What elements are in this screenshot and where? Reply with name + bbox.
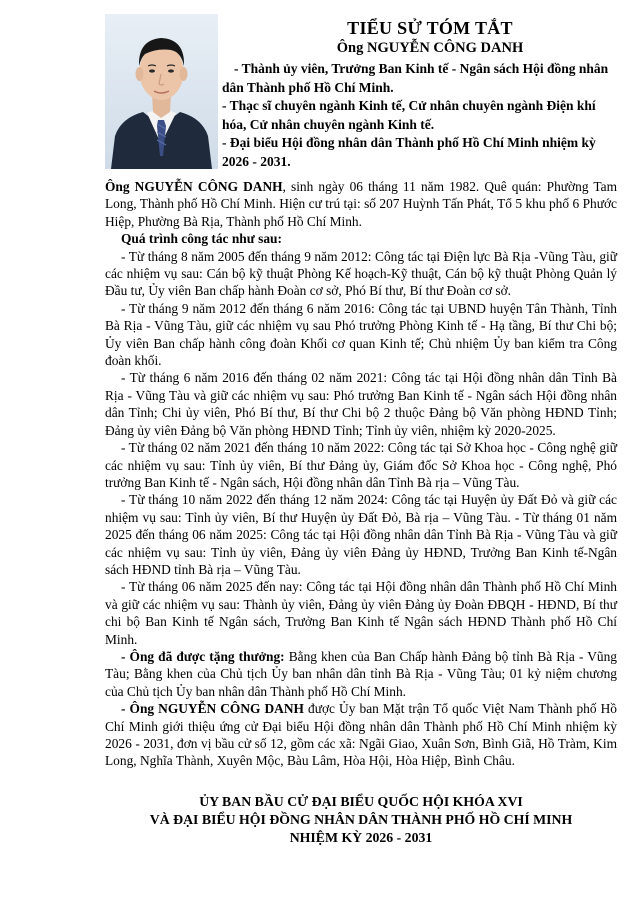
career-item: - Từ tháng 8 năm 2005 đến tháng 9 năm 2012: Công tác tại Điện lực Bà Rịa -Vũng Tàu, giữ các nhiệm vụ sau: Cán bộ kỹ thuật Phòng Kế hoạch-Kỹ thuật, Cán bộ kỹ thuật Phòng Quản lý Đầu tư, Ủy viên Ban chấp hành Đoàn cơ sở, Phó Bí thư, Bí thư Đoàn cơ sở.	[105, 248, 617, 299]
intro-text: , sinh ngày 06 tháng 11 năm 1982. Quê quán: Phường Tam Long, Thành phố Hồ Chí Minh. Hiện cư trú tại: số 207 Huỳnh Tấn Phát, Tổ 5 khu phố 6 Phước Hiệp, Phường Bà Rịa, Thành phố Hồ Chí Minh.	[105, 179, 617, 229]
nomination-text: được Ủy ban Mặt trận Tổ quốc Việt Nam Thành phố Hồ Chí Minh giới thiệu ứng cử Đại biểu Hội đồng nhân dân Thành phố Hồ Chí Minh nhiệm kỳ 2026 - 2031, đơn vị bầu cử số 12, gồm các xã: Ngãi Giao, Xuân Sơn, Bình Giã, Hồ Tràm, Kim Long, Nghĩa Thành, Xuyên Mộc, Bàu Lâm, Hòa Hội, Hòa Hiệp, Bình Châu.	[105, 701, 617, 769]
role-item: - Thạc sĩ chuyên ngành Kinh tế, Cử nhân chuyên ngành Điện khí hóa, Cử nhân chuyên ngành Kinh tế.	[222, 98, 596, 132]
committee-line: VÀ ĐẠI BIỂU HỘI ĐỒNG NHÂN DÂN THÀNH PHỐ HỒ CHÍ MINH	[149, 812, 573, 827]
career-item: - Từ tháng 6 năm 2016 đến tháng 02 năm 2021: Công tác tại Hội đồng nhân dân Tỉnh Bà Rịa - Vũng Tàu và giữ các nhiệm vụ sau: Phó trưởng Ban Kinh tế - Ngân sách Hội đồng nhân dân Tỉnh; Chi ủy viên, Phó Bí thư, Bí thư Chi bộ 2 thuộc Đảng bộ Văn phòng HĐND Tỉnh; Đảng ủy viên Đảng bộ Văn phòng HĐND Tỉnh; Tỉnh ủy viên, nhiệm kỳ 2020-2025.	[105, 370, 617, 438]
role-item: - Đại biểu Hội đồng nhân dân Thành phố Hồ Chí Minh nhiệm kỳ 2026 - 2031.	[222, 135, 596, 169]
career-heading: Quá trình công tác như sau:	[121, 231, 282, 247]
committee-line: ỦY BAN BẦU CỬ ĐẠI BIỂU QUỐC HỘI KHÓA XVI	[199, 794, 523, 809]
career-item: - Từ tháng 9 năm 2012 đến tháng 6 năm 2016: Công tác tại UBND huyện Tân Thành, Tỉnh Bà Rịa - Vũng Tàu, giữ các nhiệm vụ sau Phó trưởng Phòng Kinh tế - Hạ tầng, Bí thư Chi bộ; Ủy viên Ban chấp hành công đoàn Khối cơ quan Kinh tế; Chủ nhiệm Ủy ban kiểm tra Công đoàn khối.	[105, 300, 617, 369]
portrait-photo	[105, 14, 218, 169]
committee-line: NHIỆM KỲ 2026 - 2031	[289, 830, 433, 845]
role-item: - Thành ủy viên, Trưởng Ban Kinh tế - Ngân sách Hội đồng nhân dân Thành phố Hồ Chí Minh.	[222, 61, 609, 95]
nomination-label: - Ông NGUYỄN CÔNG DANH	[121, 701, 304, 717]
intro-paragraph	[105, 178, 617, 230]
awards-paragraph	[105, 648, 617, 700]
career-item: - Từ tháng 06 năm 2025 đến nay: Công tác tại Hội đồng nhân dân Thành phố Hồ Chí Minh và giữ các nhiệm vụ sau: Thành ủy viên, Đảng ủy viên Đảng ủy Đoàn ĐBQH - HĐND, Bí thư chi bộ Ban Kinh tế Ngân sách, Trưởng Ban Kinh tế Ngân sách HĐND Thành phố Hồ Chí Minh.	[105, 579, 617, 647]
career-item: - Từ tháng 02 năm 2021 đến tháng 10 năm 2022: Công tác tại Sở Khoa học - Công nghệ giữ các nhiệm vụ sau: Tỉnh ủy viên, Bí thư Đảng ủy, Giám đốc Sở Khoa học - Công nghệ, Phó trưởng Ban Kinh tế - Ngân sách, Hội đồng nhân dân Tỉnh Bà rịa – Vũng Tàu.	[105, 440, 617, 490]
nomination-paragraph	[105, 700, 617, 770]
awards-label: - Ông đã được tặng thưởng:	[121, 648, 285, 664]
career-item: - Từ tháng 10 năm 2022 đến tháng 12 năm 2024: Công tác tại Huyện ủy Đất Đỏ và giữ các nhiệm vụ sau: Tỉnh ủy viên, Bí thư Huyện ủy Đất Đỏ, Bà rịa – Vũng Tàu. - Từ tháng 01 năm 2025 đến tháng 06 năm 2025: Công tác tại Hội đồng nhân dân Tỉnh Bà Rịa - Vũng Tàu và giữ các nhiệm vụ sau: Tỉnh ủy viên, Đảng ủy viên Đảng ủy HĐND, Trưởng Ban Kinh tế-Ngân sách HĐND tỉnh Bà rịa – Vũng Tàu.	[105, 492, 617, 577]
issuing-committee	[105, 793, 617, 847]
biography-body	[105, 178, 617, 770]
person-name-heading: Ông NGUYỄN CÔNG DANH	[336, 40, 524, 56]
intro-name: Ông NGUYỄN CÔNG DANH	[105, 179, 283, 194]
document-title: TIỂU SỬ TÓM TẮT	[347, 18, 513, 38]
roles-list	[222, 60, 617, 171]
awards-text: Bằng khen của Ban Chấp hành Đảng bộ tỉnh Bà Rịa - Vũng Tàu; Bằng khen của Chủ tịch Ủy ban nhân dân tỉnh Bà Rịa - Vũng Tàu; 01 kỷ niệm chương của Chủ tịch Ủy ban nhân dân Thành phố Hồ Chí Minh.	[105, 648, 617, 699]
